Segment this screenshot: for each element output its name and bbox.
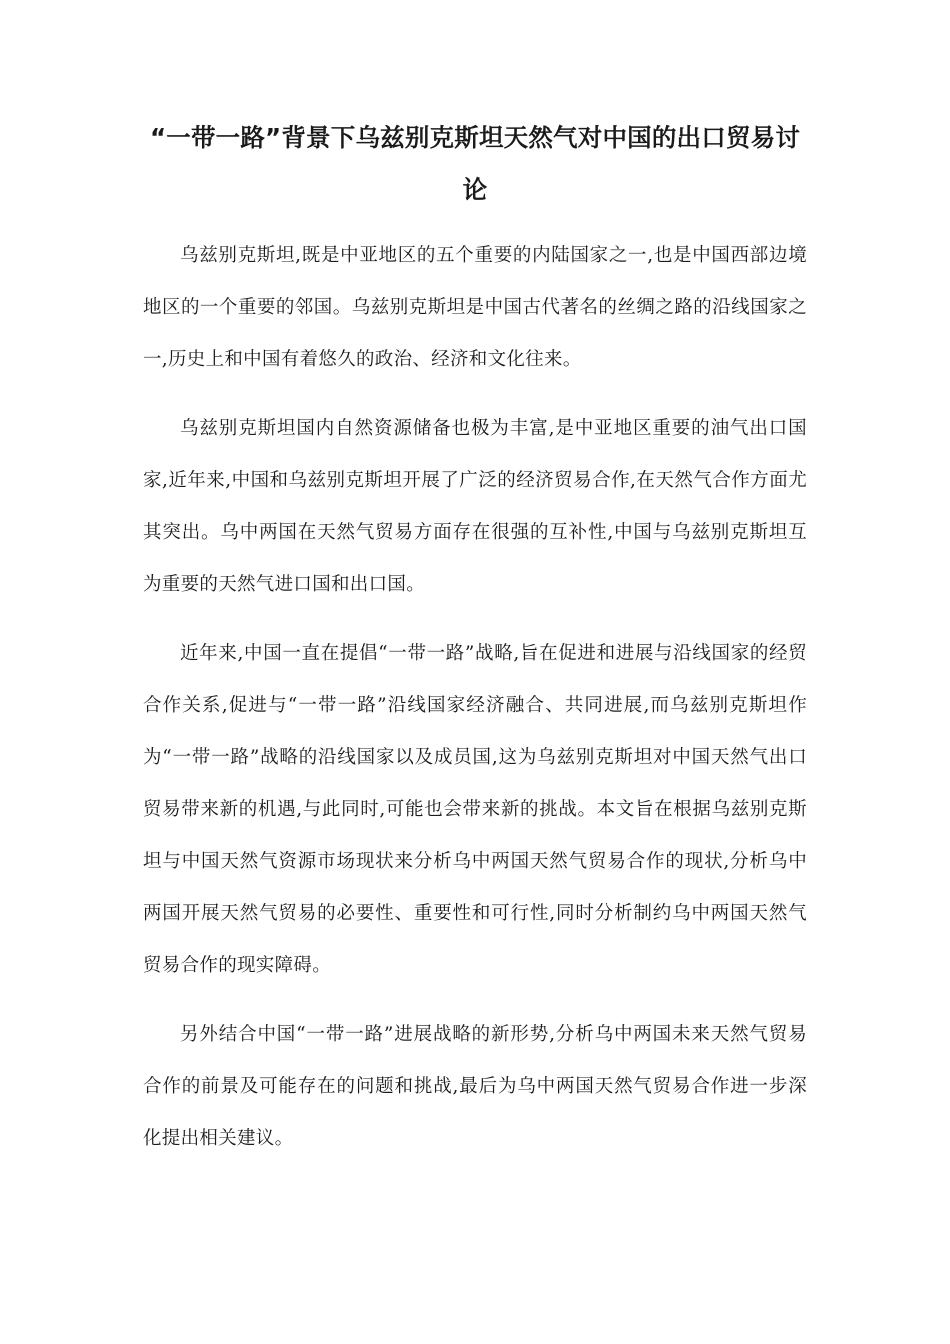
document-title: “一带一路”背景下乌兹别克斯坦天然气对中国的出口贸易讨论: [149, 123, 801, 204]
paragraph-intro: 乌兹别克斯坦,既是中亚地区的五个重要的内陆国家之一,也是中国西部边境地区的一个重要的邻国。乌兹别克斯坦是中国古代著名的丝绸之路的沿线国家之一,历史上和中国有着悠久的政治、经济和文化往来。: [143, 245, 807, 370]
paragraph-belt-and-road: 近年来,中国一直在提倡“一带一路”战略,旨在促进和进展与沿线国家的经贸合作关系,促进与“一带一路”沿线国家经济融合、共同进展,而乌兹别克斯坦作为“一带一路”战略的沿线国家以及成员国,这为乌兹别克斯坦对中国天然气出口贸易带来新的机遇,与此同时,可能也会带来新的挑战。本文旨在根据乌兹别克斯坦与中国天然气资源市场现状来分析乌中两国天然气贸易合作的现状,分析乌中两国开展天然气贸易的必要性、重要性和可行性,同时分析制约乌中两国天然气贸易合作的现实障碍。: [143, 643, 807, 976]
paragraph-resources: 乌兹别克斯坦国内自然资源储备也极为丰富,是中亚地区重要的油气出口国家,近年来,中国和乌兹别克斯坦开展了广泛的经济贸易合作,在天然气合作方面尤其突出。乌中两国在天然气贸易方面存在很强的互补性,中国与乌兹别克斯坦互为重要的天然气进口国和出口国。: [143, 418, 807, 595]
paragraph-outlook: 另外结合中国“一带一路”进展战略的新形势,分析乌中两国未来天然气贸易合作的前景及可能存在的问题和挑战,最后为乌中两国天然气贸易合作进一步深化提出相关建议。: [143, 1024, 807, 1149]
document-body: [143, 230, 807, 1182]
